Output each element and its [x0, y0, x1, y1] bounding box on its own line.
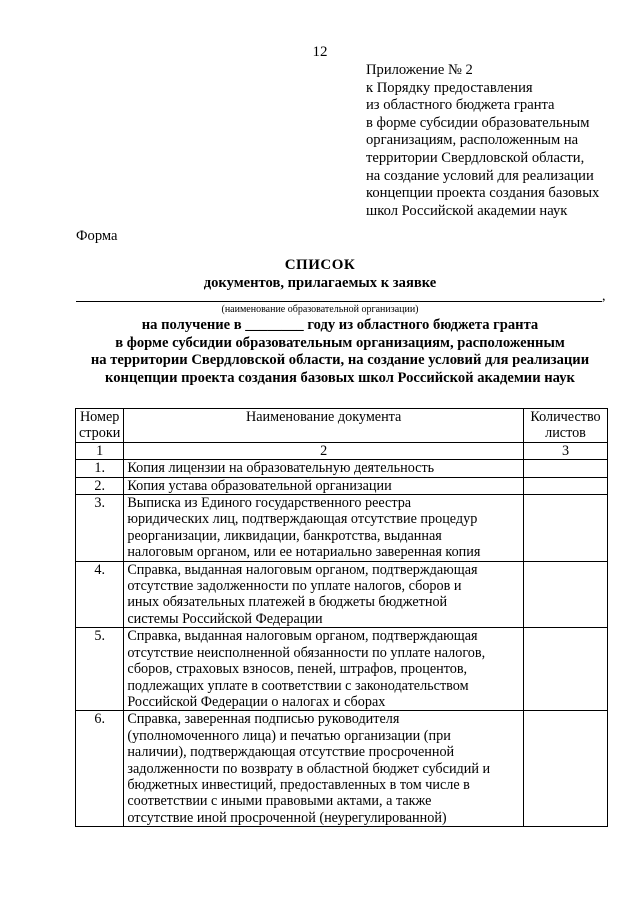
appendix-line: территории Свердловской области, [366, 149, 585, 166]
page-number: 12 [312, 44, 328, 60]
table-row [76, 495, 608, 562]
table-row [76, 711, 608, 827]
table-row [76, 460, 608, 477]
document-name-line: Российской Федерации о налогах и сборах [127, 693, 386, 710]
document-name-line: Выписка из Единого государственного реестра [127, 495, 412, 512]
index-cell: 1 [76, 442, 124, 459]
purpose-line: в форме субсидии образовательным организациям, расположенным [115, 334, 565, 351]
appendix-line: из областного бюджета гранта [366, 97, 555, 114]
organization-name-line [76, 301, 602, 302]
document-name-line: отсутствие неисполненной обязанности по уплате налогов, [127, 644, 486, 661]
header-text: Номер [79, 409, 120, 425]
document-name [124, 495, 524, 562]
index-cell: 3 [524, 442, 608, 459]
sheet-count [524, 711, 608, 827]
document-name-line: Справка, заверенная подписью руководителя [127, 711, 400, 728]
row-number: 5. [76, 628, 124, 711]
purpose-line: на территории Свердловской области, на создание условий для реализации [90, 352, 590, 369]
appendix-line: концепции проекта создания базовых [366, 185, 600, 202]
document-name-line: налоговым органом, или ее нотариально заверенная копия [127, 544, 481, 561]
index-cell: 2 [124, 442, 524, 459]
sheet-count [524, 628, 608, 711]
appendix-line: организациям, расположенным на [366, 132, 579, 149]
organization-comma: , [602, 289, 606, 304]
appendix-header [366, 62, 636, 220]
document-name-line: Копия лицензии на образовательную деятельность [127, 460, 435, 477]
header-row-number [76, 409, 124, 443]
document-name-line: подлежащих уплате в соответствии с законодательством [127, 677, 469, 694]
table-index-row [76, 442, 608, 459]
documents-table [75, 408, 608, 827]
document-subtitle: документов, прилагаемых к заявке [203, 275, 437, 291]
document-name-line: реорганизации, ликвидации, банкротства, выданная [127, 527, 442, 544]
document-name-line: отсутствие иной просроченной (неурегулированной) [127, 809, 447, 826]
document-name [124, 460, 524, 477]
table-row [76, 477, 608, 494]
sheet-count [524, 477, 608, 494]
row-number: 4. [76, 561, 124, 628]
table-row [76, 628, 608, 711]
document-name-line: Справка, выданная налоговым органом, подтверждающая [127, 628, 478, 645]
document-name [124, 628, 524, 711]
organization-caption: (наименование образовательной организации) [221, 304, 419, 315]
document-name-line: юридических лиц, подтверждающая отсутствие процедур [127, 511, 478, 528]
document-title: СПИСОК [284, 257, 356, 273]
document-name [124, 561, 524, 628]
document-name-line: бюджетных инвестиций, предоставленных в том числе в [127, 776, 470, 793]
row-number: 2. [76, 477, 124, 494]
appendix-line: к Порядку предоставления [366, 79, 533, 96]
purpose-line: на получение в ________ году из областного бюджета гранта [141, 317, 539, 333]
document-name-line: задолженности по возврату в областной бюджет субсидий и [127, 760, 491, 777]
document-name-line: соответствии с иными правовыми актами, а также [127, 793, 432, 810]
table-row [76, 561, 608, 628]
row-number: 1. [76, 460, 124, 477]
row-number: 3. [76, 495, 124, 562]
purpose-line: концепции проекта создания базовых школ Российской академии наук [105, 369, 575, 386]
header-document-name [124, 409, 524, 443]
purpose-block [70, 317, 610, 387]
document-name-line: отсутствие задолженности по уплате налогов, сборов и [127, 578, 462, 595]
document-name-line: Справка, выданная налоговым органом, подтверждающая [127, 561, 478, 578]
document-name [124, 711, 524, 827]
document-name [124, 477, 524, 494]
header-sheet-count [524, 409, 608, 443]
sheet-count [524, 460, 608, 477]
table-header-row [76, 409, 608, 443]
form-label: Форма [76, 228, 118, 244]
header-text: листов [545, 425, 586, 442]
document-name-line: (уполномоченного лица) и печатью организации (при [127, 727, 451, 744]
document-name-line: иных обязательных платежей в бюджеты бюджетной [127, 594, 448, 611]
appendix-line: школ Российской академии наук [366, 202, 568, 219]
sheet-count [524, 495, 608, 562]
document-name-line: сборов, страховых взносов, пеней, штрафов, процентов, [127, 661, 468, 678]
appendix-line: в форме субсидии образовательным [366, 114, 590, 131]
appendix-line: Приложение № 2 [366, 62, 473, 78]
header-text: строки [79, 425, 121, 442]
document-name-line: наличии), подтверждающая отсутствие просроченной [127, 744, 455, 761]
document-name-line: Копия устава образовательной организации [127, 477, 392, 494]
header-text: Наименование документа [245, 409, 402, 425]
header-text: Количество [530, 409, 601, 425]
sheet-count [524, 561, 608, 628]
document-name-line: системы Российской Федерации [127, 610, 323, 627]
row-number: 6. [76, 711, 124, 827]
appendix-line: на создание условий для реализации [366, 167, 594, 184]
